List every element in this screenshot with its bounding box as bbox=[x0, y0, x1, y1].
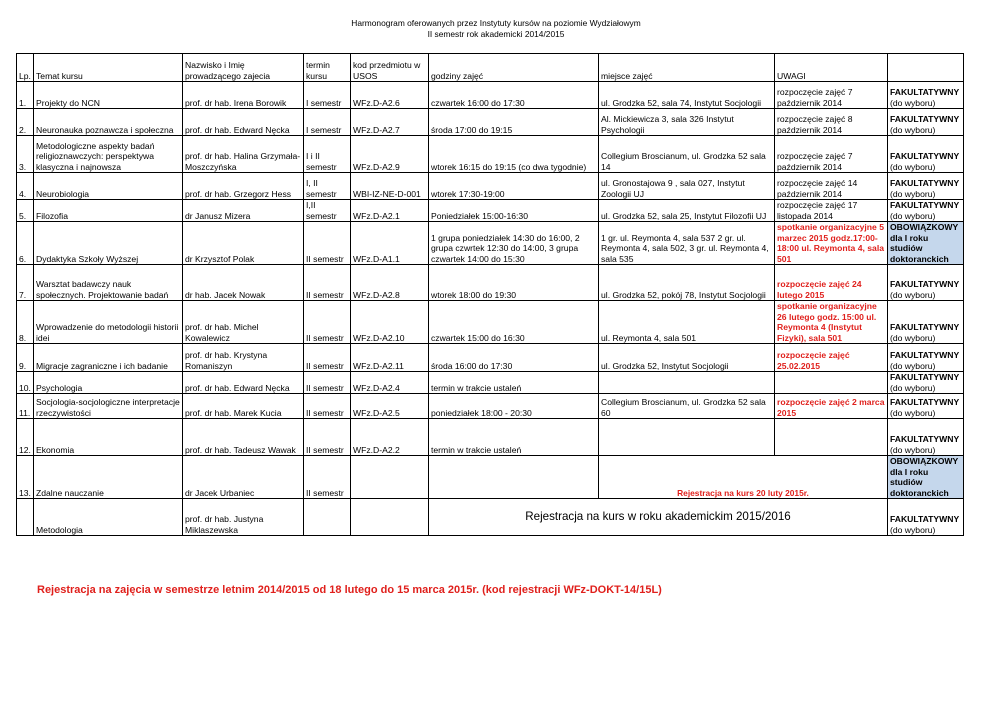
row-temat: Psychologia bbox=[34, 372, 183, 394]
status-note: (do wyboru) bbox=[890, 161, 936, 172]
row-status bbox=[888, 136, 964, 173]
row-prowadzacy: prof. dr hab. Irena Borowik bbox=[183, 82, 304, 109]
row-kod: WFz.D-A2.8 bbox=[351, 265, 429, 301]
row-status bbox=[888, 173, 964, 200]
row-prowadzacy: prof. dr hab. Krystyna Romaniszyn bbox=[183, 344, 304, 372]
row-kod bbox=[351, 499, 429, 536]
row-godziny: poniedziałek 18:00 - 20:30 bbox=[429, 394, 599, 419]
table-row bbox=[17, 200, 964, 222]
row-kod: WFz.D-A2.6 bbox=[351, 82, 429, 109]
row-miejsce: ul. Grodzka 52, pokój 78, Instytut Socjologii bbox=[599, 265, 775, 301]
row-registration-note: Rejestracja na kurs w roku akademickim 2015/2016 bbox=[429, 499, 888, 536]
row-lp: 6. bbox=[17, 222, 34, 265]
row-prowadzacy: prof. dr hab. Halina Grzymała-Moszczyńska bbox=[183, 136, 304, 173]
row-prowadzacy: dr hab. Jacek Nowak bbox=[183, 265, 304, 301]
table-row bbox=[17, 301, 964, 344]
row-uwagi: rozpoczęcie zajęć 24 lutego 2015 bbox=[775, 265, 888, 301]
row-lp: 7. bbox=[17, 265, 34, 301]
row-lp: 13. bbox=[17, 456, 34, 499]
row-temat: Warsztat badawczy nauk społecznych. Projektowanie badań bbox=[34, 265, 183, 301]
header-godziny: godziny zajęć bbox=[429, 54, 599, 82]
row-status bbox=[888, 456, 964, 499]
status-note: dla I roku studiów doktoranckich bbox=[890, 466, 949, 498]
row-temat: Zdalne nauczanie bbox=[34, 456, 183, 499]
row-kod: WFz.D-A2.11 bbox=[351, 344, 429, 372]
row-lp: 1. bbox=[17, 82, 34, 109]
status-label: FAKULTATYWNY bbox=[890, 434, 960, 444]
registration-note: Rejestracja na zajęcia w semestrze letnim 2014/2015 od 18 lutego do 15 marca 2015r. (kod rejestracji WFz-DOKT-14/15L) bbox=[37, 584, 662, 596]
row-godziny: środa 17:00 do 19:15 bbox=[429, 109, 599, 136]
row-kod: WFz.D-A2.2 bbox=[351, 419, 429, 456]
table-row bbox=[17, 456, 964, 499]
table-row bbox=[17, 419, 964, 456]
status-note: (do wyboru) bbox=[890, 382, 936, 393]
table-body bbox=[17, 82, 964, 536]
header-miejsce: miejsce zajęć bbox=[599, 54, 775, 82]
row-status bbox=[888, 265, 964, 301]
row-temat: Projekty do NCN bbox=[34, 82, 183, 109]
row-termin: I, II semestr bbox=[304, 173, 351, 200]
status-note: (do wyboru) bbox=[890, 332, 936, 343]
row-termin: I semestr bbox=[304, 109, 351, 136]
status-note: (do wyboru) bbox=[890, 210, 936, 221]
table-row bbox=[17, 109, 964, 136]
row-status bbox=[888, 222, 964, 265]
row-status bbox=[888, 344, 964, 372]
row-temat: Migracje zagraniczne i ich badanie bbox=[34, 344, 183, 372]
status-note: (do wyboru) bbox=[890, 124, 936, 135]
row-miejsce bbox=[599, 372, 775, 394]
status-label: FAKULTATYWNY bbox=[890, 397, 960, 407]
row-temat: Dydaktyka Szkoły Wyższej bbox=[34, 222, 183, 265]
row-temat: Ekonomia bbox=[34, 419, 183, 456]
row-prowadzacy: dr Janusz Mizera bbox=[183, 200, 304, 222]
table-header-row bbox=[17, 54, 964, 82]
row-status bbox=[888, 394, 964, 419]
row-temat: Neurobiologia bbox=[34, 173, 183, 200]
row-kod: WFz.D-A2.9 bbox=[351, 136, 429, 173]
row-termin: II semestr bbox=[304, 372, 351, 394]
status-label: FAKULTATYWNY bbox=[890, 372, 960, 382]
row-temat: Filozofia bbox=[34, 200, 183, 222]
document-subtitle: II semestr rok akademicki 2014/2015 bbox=[427, 29, 565, 39]
row-lp bbox=[17, 499, 34, 536]
row-termin: II semestr bbox=[304, 419, 351, 456]
row-lp: 3. bbox=[17, 136, 34, 173]
row-miejsce: ul. Gronostajowa 9 , sala 027, Instytut Zoologii UJ bbox=[599, 173, 775, 200]
row-termin: II semestr bbox=[304, 394, 351, 419]
row-godziny: 1 grupa poniedziałek 14:30 do 16:00, 2 grupa czwrtek 12:30 do 14:00, 3 grupa czwartek 14:00 do 15:30 bbox=[429, 222, 599, 265]
row-kod: WFz.D-A2.10 bbox=[351, 301, 429, 344]
status-label: FAKULTATYWNY bbox=[890, 514, 960, 524]
row-lp: 9. bbox=[17, 344, 34, 372]
row-status bbox=[888, 419, 964, 456]
status-label: FAKULTATYWNY bbox=[890, 87, 960, 97]
status-note: dla I roku studiów doktoranckich bbox=[890, 232, 949, 264]
row-prowadzacy: prof. dr hab. Tadeusz Wawak bbox=[183, 419, 304, 456]
row-termin: II semestr bbox=[304, 301, 351, 344]
row-temat: Neuronauka poznawcza i społeczna bbox=[34, 109, 183, 136]
row-termin: II semestr bbox=[304, 456, 351, 499]
row-temat: Metodologiczne aspekty badań religioznawczych: perspektywa klasyczna i najnowsza bbox=[34, 136, 183, 173]
row-lp: 10. bbox=[17, 372, 34, 394]
table-row bbox=[17, 265, 964, 301]
row-miejsce: 1 gr. ul. Reymonta 4, sala 537 2 gr. ul. Reymonta 4, sala 502, 3 gr. ul. Reymonta 4, sala 535 bbox=[599, 222, 775, 265]
row-godziny: środa 16:00 do 17:30 bbox=[429, 344, 599, 372]
row-lp: 2. bbox=[17, 109, 34, 136]
row-uwagi: rozpoczęcie zajęć 14 październik 2014 bbox=[775, 173, 888, 200]
row-kod: WFz.D-A2.5 bbox=[351, 394, 429, 419]
table-row bbox=[17, 222, 964, 265]
status-label: FAKULTATYWNY bbox=[890, 200, 960, 210]
row-kod: WFz.D-A2.1 bbox=[351, 200, 429, 222]
header-lp: Lp. bbox=[17, 54, 34, 82]
row-godziny: termin w trakcie ustaleń bbox=[429, 372, 599, 394]
header-kod: kod przedmiotu w USOS bbox=[351, 54, 429, 82]
row-uwagi bbox=[775, 419, 888, 456]
status-label: FAKULTATYWNY bbox=[890, 350, 960, 360]
row-termin: I semestr bbox=[304, 82, 351, 109]
row-uwagi: spotkanie organizacyjne 5 marzec 2015 godz.17:00-18:00 ul. Reymonta 4, sala 501 bbox=[775, 222, 888, 265]
table-row bbox=[17, 499, 964, 536]
row-lp: 5. bbox=[17, 200, 34, 222]
row-prowadzacy: prof. dr hab. Michel Kowalewicz bbox=[183, 301, 304, 344]
row-uwagi: rozpoczęcie zajęć 2 marca 2015 bbox=[775, 394, 888, 419]
row-termin bbox=[304, 499, 351, 536]
row-lp: 8. bbox=[17, 301, 34, 344]
row-uwagi: rozpoczęcie zajęć 8 październik 2014 bbox=[775, 109, 888, 136]
row-miejsce: Collegium Broscianum, ul. Grodzka 52 sala 60 bbox=[599, 394, 775, 419]
table-row bbox=[17, 394, 964, 419]
status-note: (do wyboru) bbox=[890, 407, 936, 418]
row-godziny: wtorek 18:00 do 19:30 bbox=[429, 265, 599, 301]
row-godziny bbox=[429, 456, 599, 499]
row-kod bbox=[351, 456, 429, 499]
row-uwagi: rozpoczęcie zajęć 17 listopada 2014 bbox=[775, 200, 888, 222]
header-uwagi: UWAGI bbox=[775, 54, 888, 82]
row-temat: Wprowadzenie do metodologii historii idei bbox=[34, 301, 183, 344]
row-miejsce: ul. Reymonta 4, sala 501 bbox=[599, 301, 775, 344]
row-godziny: wtorek 16:15 do 19:15 (co dwa tygodnie) bbox=[429, 136, 599, 173]
row-temat: Socjologia-socjologiczne interpretacje rzeczywistości bbox=[34, 394, 183, 419]
row-kod: WFz.D-A1.1 bbox=[351, 222, 429, 265]
row-status bbox=[888, 499, 964, 536]
row-termin: II semestr bbox=[304, 265, 351, 301]
status-label: FAKULTATYWNY bbox=[890, 322, 960, 332]
row-prowadzacy: prof. dr hab. Edward Nęcka bbox=[183, 109, 304, 136]
row-termin: I i II semestr bbox=[304, 136, 351, 173]
row-status bbox=[888, 109, 964, 136]
status-label: FAKULTATYWNY bbox=[890, 178, 960, 188]
status-note: (do wyboru) bbox=[890, 360, 936, 371]
table-row bbox=[17, 344, 964, 372]
row-lp: 11. bbox=[17, 394, 34, 419]
row-godziny: Poniedziałek 15:00-16:30 bbox=[429, 200, 599, 222]
row-prowadzacy: prof. dr hab. Edward Nęcka bbox=[183, 372, 304, 394]
row-miejsce: Al. Mickiewicza 3, sala 326 Instytut Psychologii bbox=[599, 109, 775, 136]
header-nazwisko: Nazwisko i Imię prowadzącego zajecia bbox=[183, 54, 304, 82]
row-lp: 4. bbox=[17, 173, 34, 200]
row-miejsce: ul. Grodzka 52, sala 74, Instytut Socjologii bbox=[599, 82, 775, 109]
status-note: (do wyboru) bbox=[890, 444, 936, 455]
status-note: (do wyboru) bbox=[890, 188, 936, 199]
row-kod: WFz.D-A2.4 bbox=[351, 372, 429, 394]
row-miejsce: ul. Grodzka 52, sala 25, Instytut Filozofii UJ bbox=[599, 200, 775, 222]
row-godziny: czwartek 16:00 do 17:30 bbox=[429, 82, 599, 109]
row-prowadzacy: dr Jacek Urbaniec bbox=[183, 456, 304, 499]
row-prowadzacy: prof. dr hab. Justyna Miklaszewska bbox=[183, 499, 304, 536]
row-miejsce: Collegium Broscianum, ul. Grodzka 52 sala 14 bbox=[599, 136, 775, 173]
row-prowadzacy: dr Krzysztof Polak bbox=[183, 222, 304, 265]
header-temat: Temat kursu bbox=[34, 54, 183, 82]
status-label: FAKULTATYWNY bbox=[890, 279, 960, 289]
row-termin: I,II semestr bbox=[304, 200, 351, 222]
row-kod: WBI-IZ-NE-D-001 bbox=[351, 173, 429, 200]
row-uwagi: spotkanie organizacyjne 26 lutego godz. 15:00 ul. Reymonta 4 (Instytut Fizyki), sala 501 bbox=[775, 301, 888, 344]
header-termin: termin kursu bbox=[304, 54, 351, 82]
row-miejsce bbox=[599, 419, 775, 456]
table-row bbox=[17, 173, 964, 200]
row-prowadzacy: prof. dr hab. Marek Kucia bbox=[183, 394, 304, 419]
status-note: (do wyboru) bbox=[890, 289, 936, 300]
row-lp: 12. bbox=[17, 419, 34, 456]
status-label: OBOWIĄZKOWY bbox=[890, 222, 959, 232]
table-row bbox=[17, 372, 964, 394]
row-kod: WFz.D-A2.7 bbox=[351, 109, 429, 136]
row-uwagi: rozpoczęcie zajęć 7 październik 2014 bbox=[775, 82, 888, 109]
row-status bbox=[888, 372, 964, 394]
course-schedule-table bbox=[16, 53, 964, 536]
status-note: (do wyboru) bbox=[890, 97, 936, 108]
status-note: (do wyboru) bbox=[890, 524, 936, 535]
table-row bbox=[17, 82, 964, 109]
row-status bbox=[888, 200, 964, 222]
row-status bbox=[888, 82, 964, 109]
row-termin: II semestr bbox=[304, 222, 351, 265]
table-row bbox=[17, 136, 964, 173]
row-godziny: czwartek 15:00 do 16:30 bbox=[429, 301, 599, 344]
status-label: FAKULTATYWNY bbox=[890, 151, 960, 161]
status-label: OBOWIĄZKOWY bbox=[890, 456, 959, 466]
row-uwagi bbox=[775, 372, 888, 394]
row-uwagi: rozpoczęcie zajęć 25.02.2015 bbox=[775, 344, 888, 372]
row-termin: II semestr bbox=[304, 344, 351, 372]
status-label: FAKULTATYWNY bbox=[890, 114, 960, 124]
row-prowadzacy: prof. dr hab. Grzegorz Hess bbox=[183, 173, 304, 200]
row-registration-date: Rejestracja na kurs 20 luty 2015r. bbox=[599, 456, 888, 499]
document-title: Harmonogram oferowanych przez Instytuty kursów na poziomie Wydziałowym bbox=[351, 18, 641, 28]
header-status bbox=[888, 54, 964, 82]
row-miejsce: ul. Grodzka 52, Instytut Socjologii bbox=[599, 344, 775, 372]
row-godziny: wtorek 17:30-19:00 bbox=[429, 173, 599, 200]
row-uwagi: rozpoczęcie zajęć 7 październik 2014 bbox=[775, 136, 888, 173]
row-godziny: termin w trakcie ustaleń bbox=[429, 419, 599, 456]
row-status bbox=[888, 301, 964, 344]
row-temat: Metodologia bbox=[34, 499, 183, 536]
